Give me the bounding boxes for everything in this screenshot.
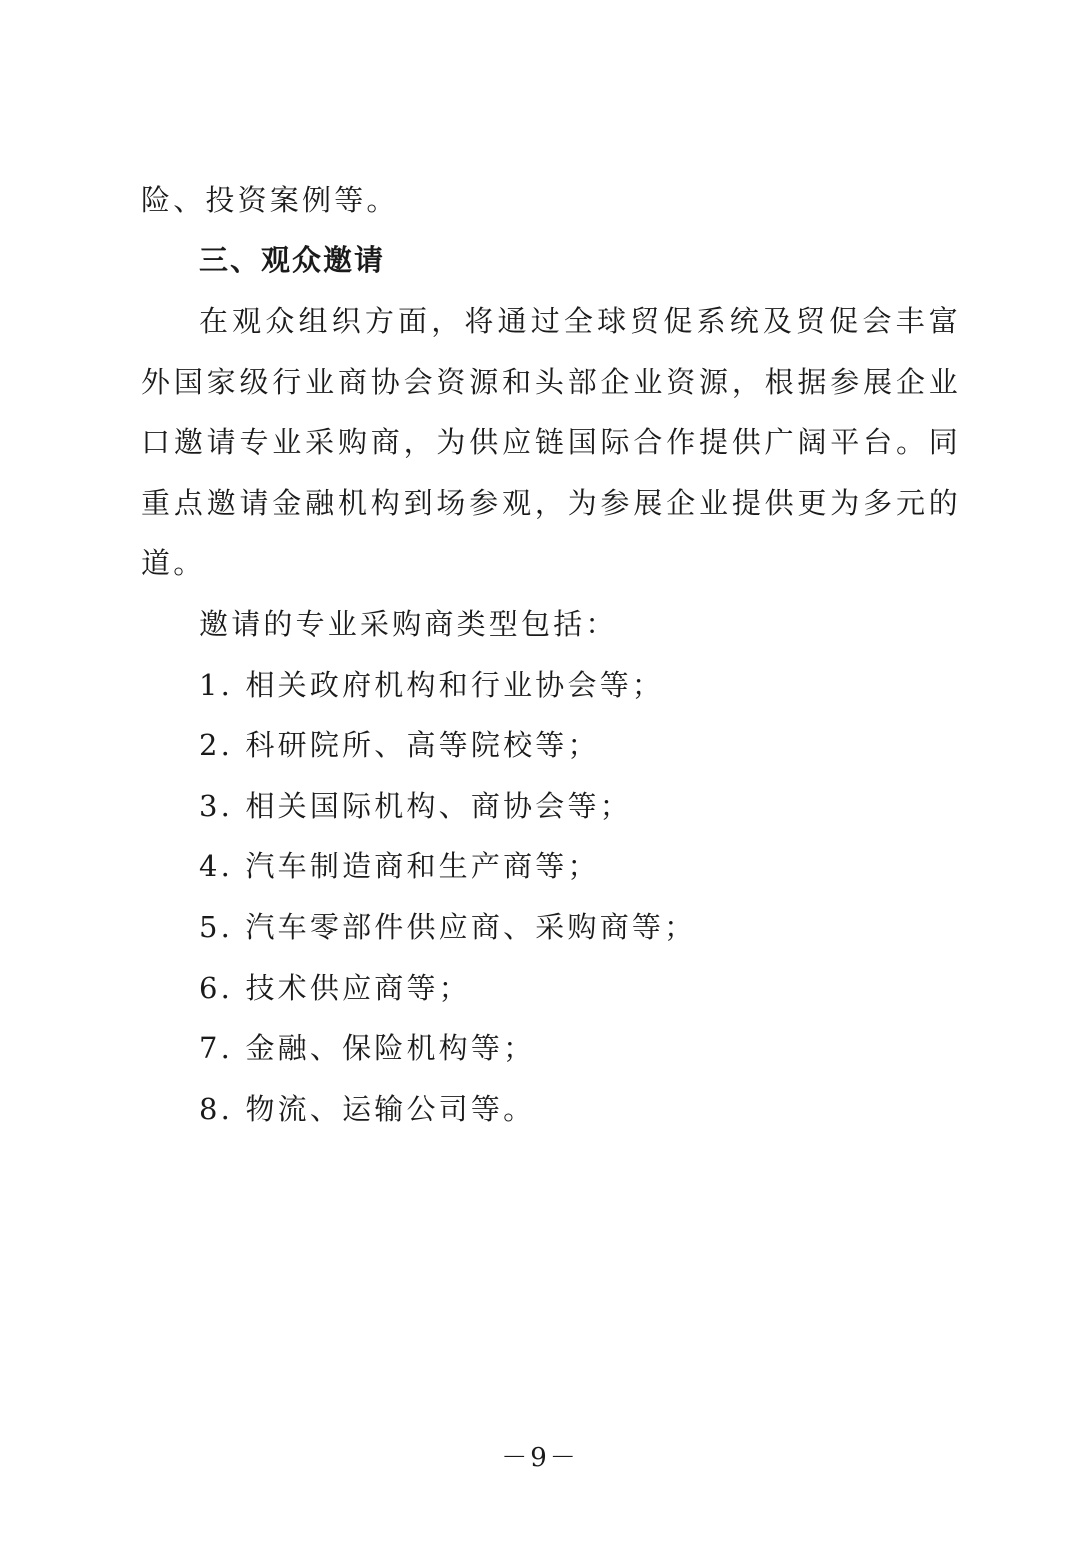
paragraph-continuation: 险、投资案例等。 [141, 183, 399, 217]
list-intro: 邀请的专业采购商类型包括： [199, 607, 618, 641]
paragraph-line: 口邀请专业采购商，为供应链国际合作提供广阔平台。同 [141, 425, 961, 459]
list-item: 1. 相关政府机构和行业协会等； [199, 668, 665, 702]
list-item: 6. 技术供应商等； [199, 971, 471, 1005]
list-item: 4. 汽车制造商和生产商等； [199, 849, 600, 883]
list-item: 8. 物流、运输公司等。 [199, 1092, 536, 1126]
paragraph-line: 道。 [141, 546, 206, 580]
list-item: 2. 科研院所、高等院校等； [199, 728, 600, 762]
section-heading: 三、观众邀请 [199, 243, 386, 277]
list-item: 5. 汽车零部件供应商、采购商等； [199, 910, 697, 944]
page-number: －9－ [501, 1443, 579, 1473]
list-item: 3. 相关国际机构、商协会等； [199, 789, 632, 823]
paragraph-line: 在观众组织方面，将通过全球贸促系统及贸促会丰富 [199, 304, 961, 338]
paragraph-line: 重点邀请金融机构到场参观，为参展企业提供更为多元的 [141, 486, 961, 520]
list-item: 7. 金融、保险机构等； [199, 1031, 536, 1065]
paragraph-line: 外国家级行业商协会资源和头部企业资源，根据参展企业 [141, 365, 961, 399]
